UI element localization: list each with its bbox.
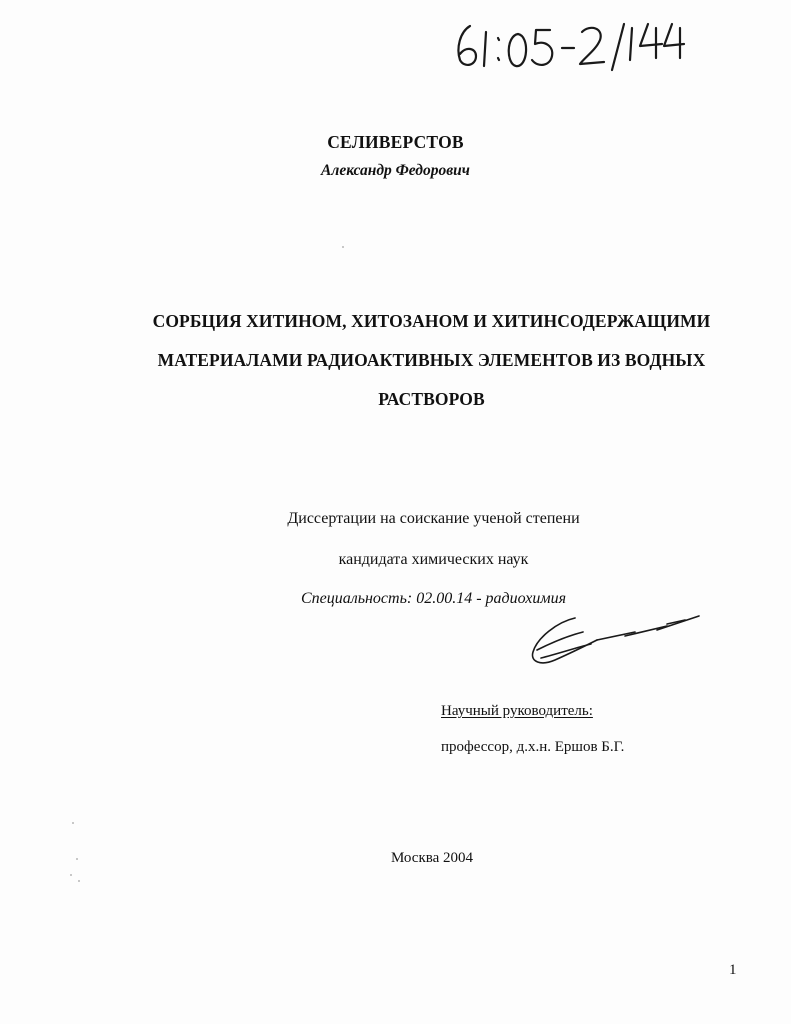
scan-speck [78, 880, 80, 882]
page-number: 1 [729, 962, 737, 978]
author-surname: СЕЛИВЕРСТОВ [327, 132, 464, 152]
specialty-line: Специальность: 02.00.14 - радиохимия [300, 590, 567, 607]
handwritten-archive-code [452, 14, 682, 72]
scan-speck [76, 858, 78, 860]
dissertation-title-line-1: СОРБЦИЯ ХИТИНОМ, ХИТОЗАНОМ И ХИТИНСОДЕРЖАЩИМИ [152, 311, 711, 331]
supervisor-label: Научный руководитель: [441, 703, 593, 719]
author-given-names: Александр Федорович [321, 162, 470, 179]
signature-icon [527, 610, 702, 672]
degree-line-1: Диссертации на соискание ученой степени [287, 510, 580, 527]
city-year: Москва 2004 [390, 850, 474, 866]
scan-speck [70, 874, 72, 876]
dissertation-title-line-2: МАТЕРИАЛАМИ РАДИОАКТИВНЫХ ЭЛЕМЕНТОВ ИЗ ВОДНЫХ [157, 350, 706, 370]
dissertation-title-line-3: РАСТВОРОВ [378, 389, 485, 409]
degree-line-2: кандидата химических наук [338, 551, 529, 568]
handwritten-archive-code-drawing [452, 14, 682, 72]
scan-speck [342, 246, 344, 248]
scan-speck [72, 822, 74, 824]
supervisor-name: профессор, д.х.н. Ершов Б.Г. [441, 739, 625, 755]
